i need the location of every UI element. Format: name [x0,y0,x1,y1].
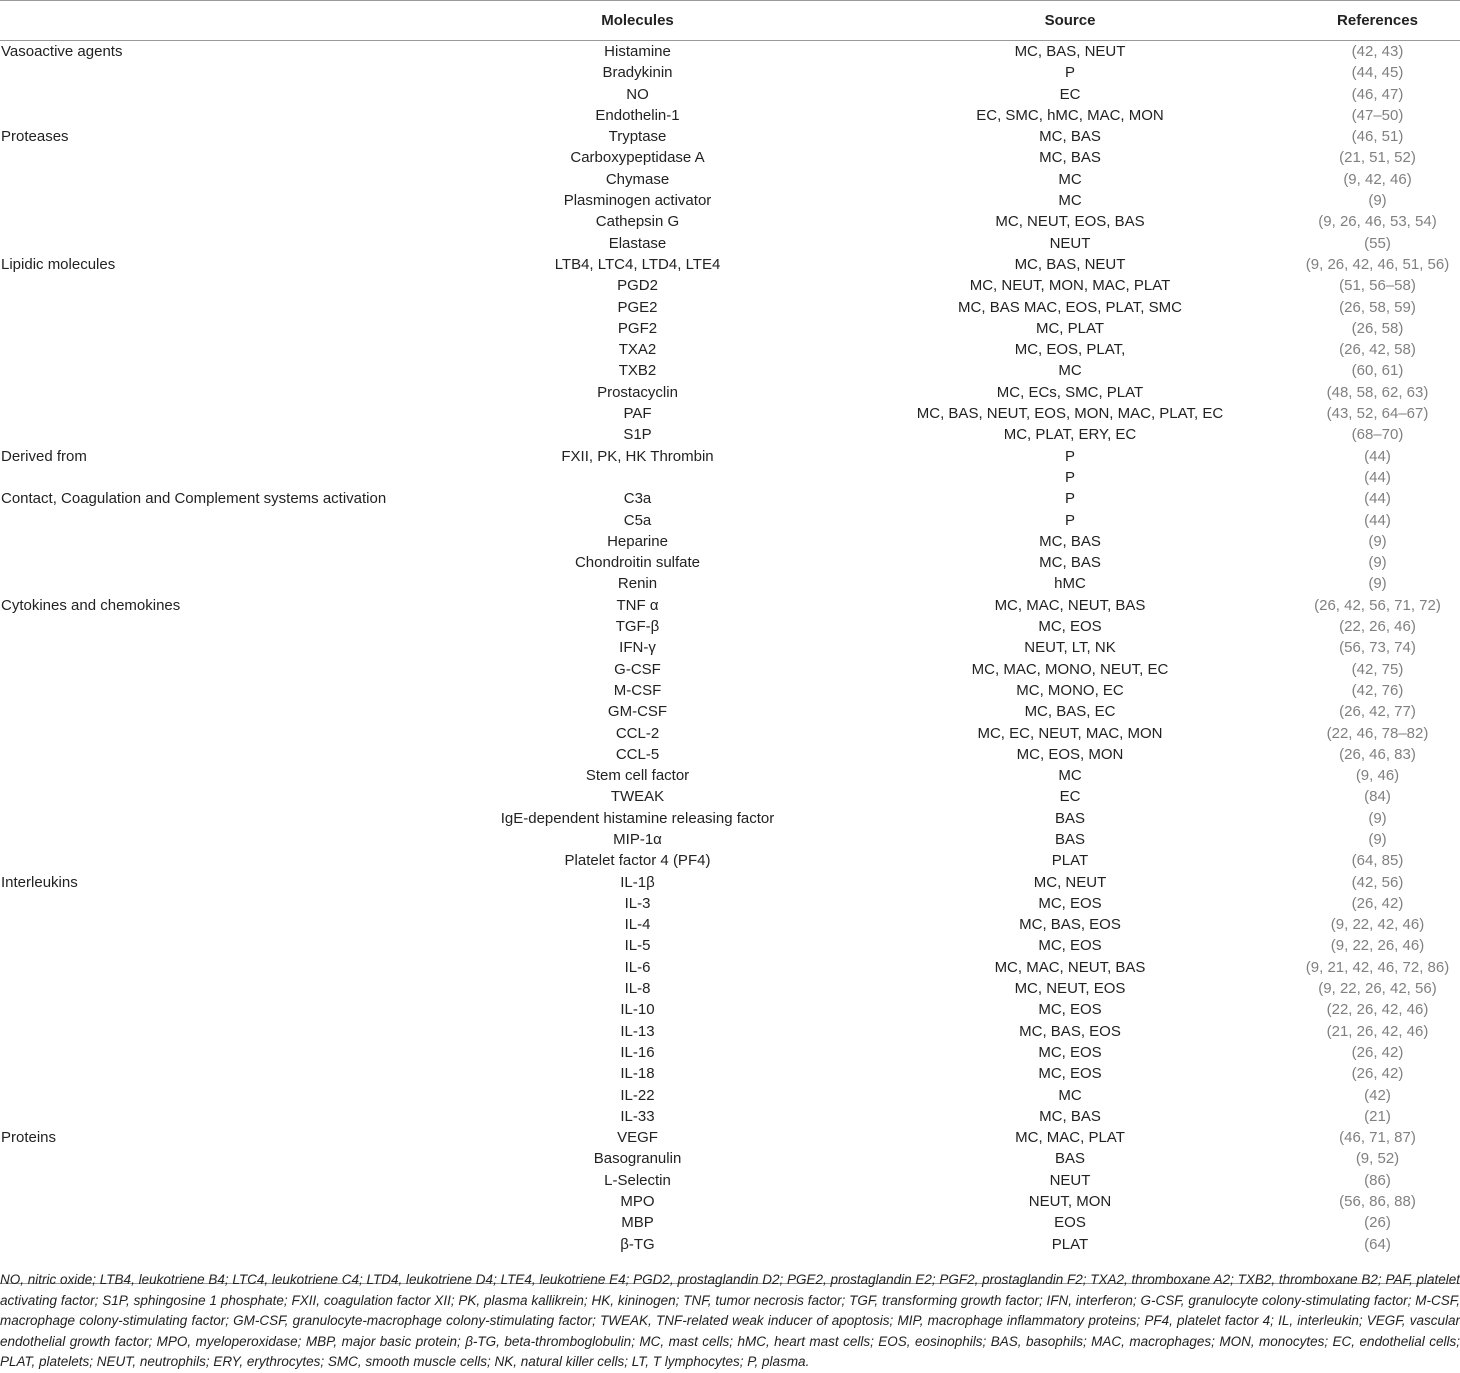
row-molecule: IL-5 [624,937,651,955]
row-references: (47–50) [1351,106,1404,124]
row-source: MC, EOS [1038,1001,1102,1019]
row-references: (9, 22, 26, 46) [1330,937,1425,955]
table-row [0,1085,1460,1106]
table-row [0,446,1460,467]
row-source: MC [1058,170,1082,188]
row-category [0,765,430,786]
row-references: (9) [1368,532,1387,550]
row-molecule: G-CSF [614,660,661,678]
row-category [0,723,430,744]
row-category [0,424,430,445]
row-references: (42, 56) [1351,873,1404,891]
table-row [0,1212,1460,1233]
table-row [0,382,1460,403]
row-category [0,169,430,190]
row-category [0,105,430,126]
row-molecule: Renin [617,575,658,593]
row-references: (68–70) [1351,426,1404,444]
row-category [0,808,430,829]
table-row [0,723,1460,744]
row-category [0,211,430,232]
row-source: MC, BAS MAC, EOS, PLAT, SMC [958,298,1182,316]
row-source: MC, MAC, PLAT [1015,1129,1125,1147]
table-row [0,1148,1460,1169]
table-row [0,573,1460,594]
table-row [0,275,1460,296]
row-source: MC, BAS [1039,1107,1101,1125]
row-category [0,680,430,701]
table-row [0,531,1460,552]
row-source: MC, PLAT [1035,319,1105,337]
table-row [0,957,1460,978]
row-references: (22, 26, 42, 46) [1326,1001,1429,1019]
row-molecule: Plasminogen activator [563,192,712,210]
row-category: Cytokines and chemokines [1,596,181,614]
table-row [0,978,1460,999]
row-category: Contact, Coagulation and Complement systems activation [1,490,387,508]
row-source: MC, BAS, NEUT [1014,255,1126,273]
row-source: MC, EOS [1038,618,1102,636]
header-source: Source [845,1,1295,41]
row-references: (46, 71, 87) [1339,1129,1416,1147]
row-source: MC, EOS [1038,1065,1102,1083]
row-source: MC, EOS, PLAT, [1014,341,1126,359]
row-category [0,1106,430,1127]
row-source: MC [1058,362,1082,380]
header-references: References [1295,1,1460,41]
row-source: MC, BAS, NEUT [1014,43,1126,60]
row-source: MC [1058,1086,1082,1104]
row-molecule: PGE2 [617,298,658,316]
row-category [0,957,430,978]
table-row [0,744,1460,765]
row-category [0,786,430,807]
table-row [0,829,1460,850]
row-molecule: VEGF [617,1129,658,1147]
row-source: MC, ECs, SMC, PLAT [996,383,1144,401]
row-source: EC [1059,85,1081,103]
row-category [0,1021,430,1042]
table-row [0,190,1460,211]
row-references: (46, 51) [1351,128,1404,146]
row-references: (9, 22, 42, 46) [1330,916,1425,934]
table-row [0,893,1460,914]
row-molecule: IL-16 [620,1043,655,1061]
row-molecule: IL-33 [620,1107,655,1125]
row-category [0,275,430,296]
row-references: (26, 58) [1351,319,1404,337]
row-source: PLAT [1051,1235,1089,1253]
table-row [0,1234,1460,1255]
table-row [0,360,1460,381]
row-references: (42, 43) [1351,43,1404,60]
row-references: (55) [1364,234,1391,252]
row-source: P [1064,511,1075,529]
row-references: (21, 51, 52) [1339,149,1416,167]
table-row [0,1127,1460,1148]
row-molecule: Cathepsin G [595,213,680,231]
row-molecule: Bradykinin [602,64,673,82]
row-category [0,914,430,935]
table-row [0,84,1460,105]
row-molecule: FXII, PK, HK Thrombin [561,447,714,465]
row-category: Vasoactive agents [1,43,123,60]
row-molecule: S1P [623,426,652,444]
table-header [0,1,1460,41]
row-source: MC, NEUT, EOS [1014,980,1126,998]
row-molecule: C5a [623,511,652,529]
row-category [0,829,430,850]
table-row [0,595,1460,616]
row-references: (9) [1368,809,1387,827]
row-source: MC, MONO, EC [1016,681,1124,699]
row-source: MC, BAS, EC [1024,703,1116,721]
row-source: P [1064,64,1075,82]
table-row [0,637,1460,658]
row-references: (42) [1364,1086,1391,1104]
row-references: (9, 21, 42, 46, 72, 86) [1305,958,1450,976]
header-row [0,1,1460,41]
row-molecule: C3a [623,490,652,508]
table-row [0,872,1460,893]
row-category [0,935,430,956]
row-source: MC [1058,767,1082,785]
row-molecule: β-TG [620,1235,655,1253]
row-references: (44, 45) [1351,64,1404,82]
row-molecule: Histamine [604,43,671,60]
row-references: (84) [1364,788,1391,806]
row-references: (26, 42, 56, 71, 72) [1314,596,1441,614]
table-row [0,211,1460,232]
table-row [0,233,1460,254]
row-source: MC, BAS, NEUT, EOS, MON, MAC, PLAT, EC [916,405,1224,423]
row-source: MC, PLAT, ERY, EC [1003,426,1137,444]
row-references: (9) [1368,192,1387,210]
row-references: (9, 22, 26, 42, 56) [1318,980,1437,998]
row-source: NEUT, LT, NK [1024,639,1116,657]
row-molecule: Platelet factor 4 (PF4) [564,852,711,870]
row-references: (64, 85) [1351,852,1404,870]
row-references: (26, 58, 59) [1339,298,1416,316]
row-references: (56, 73, 74) [1339,639,1416,657]
row-references: (22, 26, 46) [1339,618,1416,636]
row-source: MC, BAS, EOS [1019,1022,1121,1040]
table-footnote: NO, nitric oxide; LTB4, leukotriene B4; LTC4, leukotriene C4; LTD4, leukotriene D4; LTE4, leukotriene E4; PGD2, prostaglandin D2; PGE2, prostaglandin E2; PGF2, prostaglandin F2; TXA2, thromboxane A2; TXB2, thromboxane B2; PAF, platelet activating factor; S1P, sphingosine 1 phosphate; FXII, coagulation factor XII; PK, plasma kallikrein; HK, kininogen; TNF, tumor necrosis factor; TGF, transforming growth factor; IFN, interferon; G-CSF, granulocyte colony-stimulating factor; M-CSF, macrophage colony-stimulating factor; GM-CSF, granulocyte-macrophage colony-stimulating factor; TWEAK, TNF-related weak inducer of apoptosis; MIP, macrophage inflammatory proteins; PF4, platelet factor 4; IL, interleukin; VEGF, vascular endothelial growth factor; MPO, myeloperoxidase; MBP, major basic protein; β-TG, beta-thromboglobulin; MC, mast cells; hMC, heart mast cells; EOS, eosinophils; BAS, basophils; MAC, macrophages; MON, monocytes; EC, endothelial cells; PLAT, platelets; NEUT, neutrophils; ERY, erythrocytes; SMC, smooth muscle cells; NK, natural killer cells; LT, T lymphocytes; P, plasma. [0,1272,1460,1370]
row-category [0,360,430,381]
row-references: (64) [1364,1235,1391,1253]
row-references: (43, 52, 64–67) [1326,405,1429,423]
row-molecule: Carboxypeptidase A [570,149,705,167]
row-references: (51, 56–58) [1339,277,1416,295]
row-category [0,659,430,680]
row-molecule: IgE-dependent histamine releasing factor [500,809,775,827]
row-category [0,616,430,637]
row-molecule: Stem cell factor [585,767,690,785]
row-molecule: MBP [621,1214,654,1232]
row-references: (9, 46) [1355,767,1400,785]
row-molecule: Basogranulin [593,1150,682,1168]
row-category [0,403,430,424]
table-row [0,701,1460,722]
table-row [0,488,1460,509]
row-source: NEUT, MON [1028,1193,1112,1211]
row-molecule: Elastase [608,234,667,252]
row-source: MC, BAS, EOS [1019,916,1121,934]
row-references: (26, 42, 77) [1339,703,1416,721]
row-category: Derived from [1,447,87,465]
row-references: (26, 46, 83) [1339,745,1416,763]
row-category [0,531,430,552]
row-category [0,510,430,531]
row-category [0,1042,430,1063]
table-row [0,169,1460,190]
row-source: MC, BAS [1039,532,1101,550]
row-source: MC, BAS [1039,128,1101,146]
row-source: hMC [1054,575,1086,593]
row-molecule: NO [626,85,649,103]
row-molecule: CCL-5 [615,745,660,763]
row-category [0,297,430,318]
row-molecule: LTB4, LTC4, LTD4, LTE4 [554,255,721,273]
row-category [0,978,430,999]
row-source: EC [1059,788,1081,806]
table-row [0,1042,1460,1063]
row-molecule: IL-8 [624,980,651,998]
row-category [0,1234,430,1255]
row-category [0,1191,430,1212]
row-source: BAS [1054,809,1085,827]
row-molecule: IL-22 [620,1086,655,1104]
row-references: (9) [1368,830,1387,848]
row-references: (9, 42, 46) [1343,170,1412,188]
table-row [0,1170,1460,1191]
row-source: P [1064,490,1075,508]
row-references: (44) [1364,511,1391,529]
row-source: MC, EOS [1038,937,1102,955]
row-category [0,62,430,83]
row-category [0,1085,430,1106]
row-molecule: TXB2 [618,362,657,380]
row-category [0,147,430,168]
row-references: (56, 86, 88) [1339,1193,1416,1211]
row-source: PLAT [1051,852,1089,870]
table-row [0,254,1460,275]
row-molecule: IL-1β [620,873,655,891]
table-row [0,510,1460,531]
row-source: MC, NEUT, MON, MAC, PLAT [969,277,1171,295]
row-molecule: Chymase [605,170,670,188]
row-molecule: PAF [623,405,652,423]
row-category [0,382,430,403]
row-references: (26, 42) [1351,1065,1404,1083]
row-references: (42, 75) [1351,660,1404,678]
table-row [0,914,1460,935]
row-references: (9) [1368,554,1387,572]
header-category [0,1,430,41]
row-references: (44) [1364,468,1391,486]
row-source: MC, EOS, MON [1016,745,1124,763]
table-row [0,1106,1460,1127]
row-molecule: IL-4 [624,916,651,934]
table-row [0,339,1460,360]
table-row [0,765,1460,786]
row-references: (22, 46, 78–82) [1326,724,1429,742]
row-molecule: Tryptase [608,128,667,146]
row-molecule: IL-6 [624,958,651,976]
table-row [0,467,1460,488]
row-source: MC, EC, NEUT, MAC, MON [977,724,1163,742]
table-row [0,105,1460,126]
row-source: MC, MAC, MONO, NEUT, EC [971,660,1169,678]
row-source: MC, EOS [1038,894,1102,912]
table-row [0,850,1460,871]
row-references: (9, 26, 46, 53, 54) [1318,213,1437,231]
row-molecule: MIP-1α [613,830,662,848]
row-category [0,637,430,658]
table-row [0,808,1460,829]
table-row [0,318,1460,339]
row-category [0,190,430,211]
row-source: MC, BAS [1039,554,1101,572]
row-source: MC, NEUT [1033,873,1107,891]
row-references: (9, 26, 42, 46, 51, 56) [1305,255,1450,273]
row-category [0,1063,430,1084]
row-category [0,233,430,254]
row-molecule: M-CSF [613,681,662,699]
table-row [0,616,1460,637]
row-category [0,339,430,360]
row-source: EOS [1054,1214,1086,1232]
row-source: BAS [1054,1150,1085,1168]
row-category [0,318,430,339]
row-references: (26) [1364,1214,1391,1232]
row-references: (44) [1364,447,1391,465]
row-molecule: Endothelin-1 [595,106,680,124]
row-category: Proteases [1,128,69,146]
row-molecule: TWEAK [610,788,665,806]
row-category [0,552,430,573]
row-source: MC, BAS [1039,149,1101,167]
row-molecule: Chondroitin sulfate [574,554,701,572]
row-references: (44) [1364,490,1391,508]
row-category [0,1212,430,1233]
table-row [0,552,1460,573]
row-source: MC, MAC, NEUT, BAS [994,958,1146,976]
row-molecule: IL-13 [620,1022,655,1040]
table-row [0,1063,1460,1084]
row-category [0,1170,430,1191]
row-references: (21, 26, 42, 46) [1326,1022,1429,1040]
row-molecule: Heparine [607,532,668,550]
table-row [0,935,1460,956]
row-molecule: IL-3 [624,894,651,912]
row-source: EC, SMC, hMC, MAC, MON [976,106,1164,124]
table-row [0,659,1460,680]
row-molecule: TXA2 [618,341,657,359]
row-source: MC, EOS [1038,1043,1102,1061]
row-references: (26, 42) [1351,894,1404,912]
row-references: (60, 61) [1351,362,1404,380]
row-category [0,893,430,914]
table-row [0,297,1460,318]
row-category [0,744,430,765]
row-category [0,701,430,722]
row-references: (86) [1364,1171,1391,1189]
row-molecule: IFN-γ [619,639,656,657]
row-references: (46, 47) [1351,85,1404,103]
row-category: Interleukins [1,873,78,891]
row-molecule: TGF-β [615,618,660,636]
row-source: MC [1058,192,1082,210]
row-category [0,573,430,594]
row-molecule: IL-10 [620,1001,655,1019]
table-row [0,62,1460,83]
row-category [0,999,430,1020]
row-source: BAS [1054,830,1085,848]
row-source: NEUT [1049,1171,1091,1189]
table-row [0,424,1460,445]
table-row [0,126,1460,147]
row-category [0,850,430,871]
row-category [0,467,430,488]
row-references: (26, 42) [1351,1043,1404,1061]
row-source: P [1064,447,1075,465]
row-category [0,1148,430,1169]
row-molecule [430,467,845,488]
table-row [0,680,1460,701]
row-source: MC, MAC, NEUT, BAS [994,596,1146,614]
table-row [0,786,1460,807]
table-row [0,403,1460,424]
row-molecule: TNF α [616,596,659,614]
row-source: MC, NEUT, EOS, BAS [995,213,1145,231]
row-molecule: MPO [620,1193,655,1211]
table-row [0,41,1460,63]
row-molecule: IL-18 [620,1065,655,1083]
header-molecules: Molecules [430,1,845,41]
row-molecule: L-Selectin [604,1171,671,1189]
table-row [0,999,1460,1020]
table-row [0,1021,1460,1042]
row-source: P [1064,468,1075,486]
row-references: (42, 76) [1351,681,1404,699]
row-category [0,84,430,105]
row-references: (9, 52) [1355,1150,1400,1168]
table-row [0,1191,1460,1212]
row-molecule: PGD2 [617,277,658,295]
row-molecule: CCL-2 [615,724,660,742]
table-row [0,147,1460,168]
row-references: (26, 42, 58) [1339,341,1416,359]
row-source: NEUT [1049,234,1091,252]
row-references: (9) [1368,575,1387,593]
row-molecule: PGF2 [617,319,658,337]
row-molecule: Prostacyclin [597,383,678,401]
row-molecule: GM-CSF [607,703,668,721]
row-references: (21) [1364,1107,1391,1125]
table-body [0,41,1460,1284]
row-category: Proteins [1,1129,57,1147]
row-category: Lipidic molecules [1,255,116,273]
row-references: (48, 58, 62, 63) [1326,383,1429,401]
